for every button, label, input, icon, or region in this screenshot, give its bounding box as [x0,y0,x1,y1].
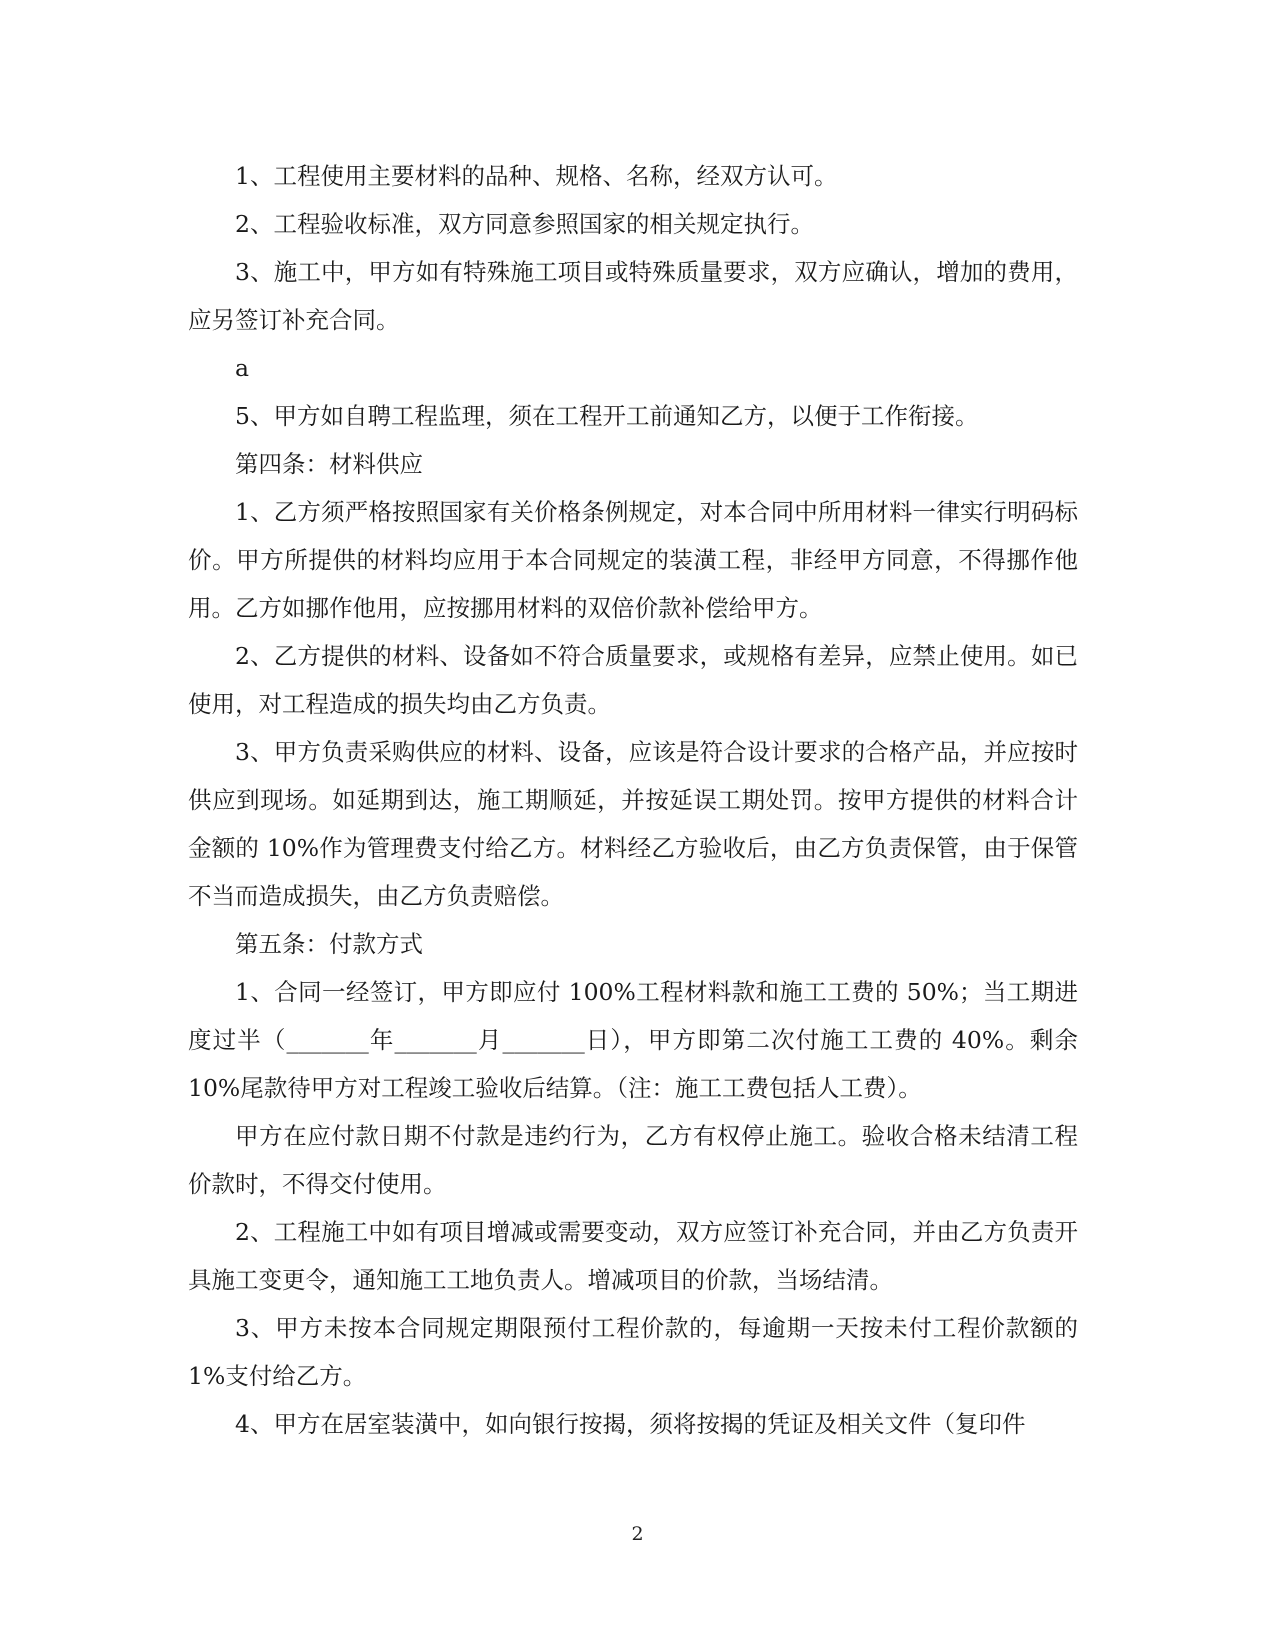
paragraph-material-quality: 2、乙方提供的材料、设备如不符合质量要求，或规格有差异，应禁止使用。如已使用，对工程造成的损失均由乙方负责。 [188,642,1078,718]
paragraph-change-orders: 2、工程施工中如有项目增减或需要变动，双方应签订补充合同，并由乙方负责开具施工变更令，通知施工工地负责人。增减项目的价款，当场结清。 [188,1218,1078,1294]
paragraph-late-payment-breach: 甲方在应付款日期不付款是违约行为，乙方有权停止施工。验收合格未结清工程价款时，不得交付使用。 [188,1122,1078,1198]
paragraph-supervision: 5、甲方如自聘工程监理，须在工程开工前通知乙方，以便于工作衔接。 [235,402,979,430]
paragraph-materials-approval: 1、工程使用主要材料的品种、规格、名称，经双方认可。 [235,162,838,190]
paragraph-mortgage: 4、甲方在居室装潢中，如向银行按揭，须将按揭的凭证及相关文件（复印件 [235,1410,1026,1438]
paragraph-overdue-penalty: 3、甲方未按本合同规定期限预付工程价款的，每逾期一天按未付工程价款额的 1%支付给乙方。 [188,1314,1078,1390]
page-number: 2 [631,1523,644,1545]
section-heading-article-4: 第四条：材料供应 [235,450,423,478]
paragraph-payment-schedule: 1、合同一经签订，甲方即应付 100%工程材料款和施工工费的 50%；当工期进度过半（_______年_______月_______日），甲方即第二次付施工工费的 40%。剩余 10%尾款待甲方对工程竣工验收后结算。（注：施工工费包括人工费）。 [188,978,1078,1102]
paragraph-stray-a: a [235,354,250,382]
section-heading-article-5: 第五条：付款方式 [235,930,423,958]
paragraph-price-marking: 1、乙方须严格按照国家有关价格条例规定，对本合同中所用材料一律实行明码标价。甲方所提供的材料均应用于本合同规定的装潢工程，非经甲方同意，不得挪作他用。乙方如挪作他用，应按挪用材料的双倍价款补偿给甲方。 [188,498,1078,622]
paragraph-owner-supplied-materials: 3、甲方负责采购供应的材料、设备，应该是符合设计要求的合格产品，并应按时供应到现场。如延期到达，施工期顺延，并按延误工期处罚。按甲方提供的材料合计金额的 10%作为管理费支付给乙方。材料经乙方验收后，由乙方负责保管，由于保管不当而造成损失，由乙方负责赔偿。 [188,738,1078,910]
document-body [188,152,1078,1448]
paragraph-special-requirements: 3、施工中，甲方如有特殊施工项目或特殊质量要求，双方应确认，增加的费用，应另签订补充合同。 [188,258,1078,334]
paragraph-acceptance-standard: 2、工程验收标准，双方同意参照国家的相关规定执行。 [235,210,814,238]
